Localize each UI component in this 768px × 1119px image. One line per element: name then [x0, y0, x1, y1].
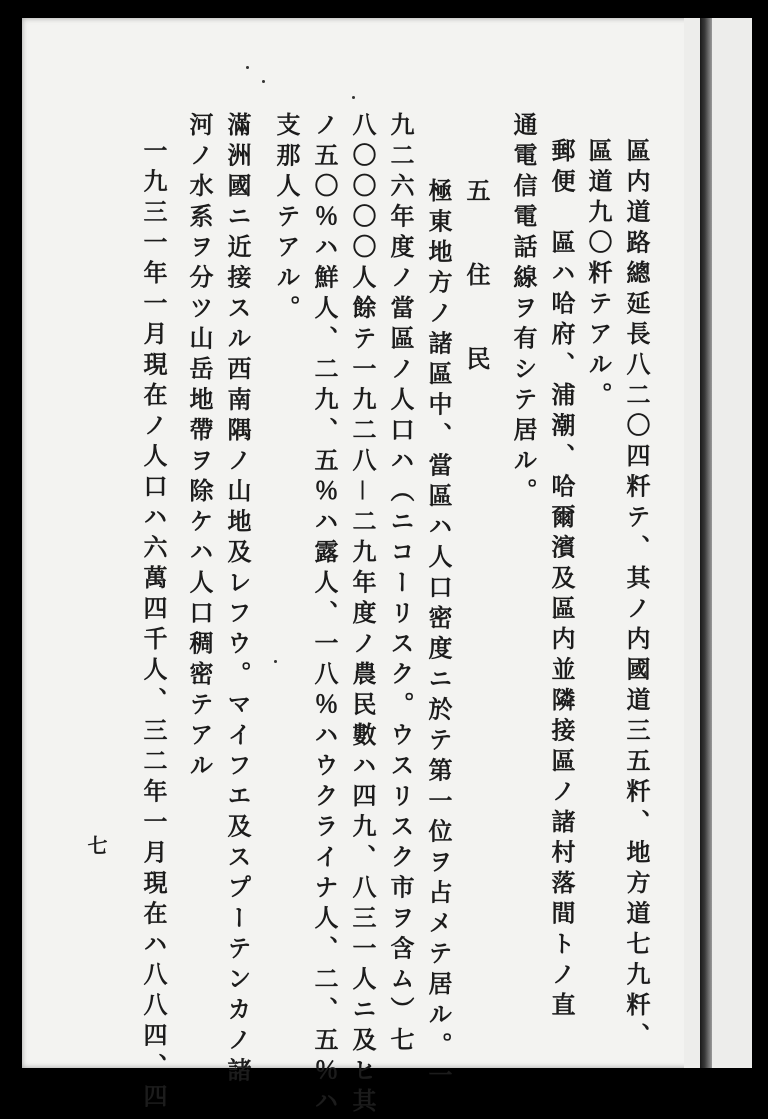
text-column-13: 一九三一年一月現在ノ人口ハ六萬四千人、三二年一月現在ハ八八四、四 [139, 138, 168, 1114]
text-column-2: 區道九〇粁テアル。 [584, 138, 613, 413]
text-column-10: 支那人テアル。 [272, 112, 301, 326]
text-column-7: 九二六年度ノ當區ノ人口ハ（ニコーリスク。ウスリスク市ヲ含ム）七 [386, 112, 415, 1058]
text-column-1: 區内道路總延長八二〇四粁テ、其ノ内國道三五粁、地方道七九粁、 [622, 138, 651, 1053]
scan-speck [246, 66, 249, 69]
text-column-11: 滿洲國ニ近接スル西南隅ノ山地及レフウ。マイフエ及スプーテンカノ諸 [223, 112, 252, 1088]
scan-speck [262, 80, 265, 83]
text-column-12: 河ノ水系ヲ分ツ山岳地帶ヲ除ケハ人口稠密テアル [185, 112, 214, 783]
binding-gutter [700, 18, 712, 1068]
adjacent-page-edge [684, 18, 752, 1068]
text-column-3: 郵便 區ハ哈府、浦潮、哈爾濱及區内並隣接區ノ諸村落間トノ直 [547, 138, 576, 1023]
section-heading: 五 住 民 [462, 178, 491, 388]
page-number: 七 [84, 835, 108, 855]
text-column-6: 極東地方ノ諸區中、當區ハ人口密度ニ於テ第一位ヲ占メテ居ル。一 [424, 178, 453, 1093]
text-column-8: 八〇〇〇〇人餘テ一九二八－二九年度ノ農民數ハ四九、八三一人ニ及ヒ其 [348, 112, 377, 1119]
scan-speck [274, 660, 277, 663]
scan-speck [352, 96, 355, 99]
text-column-4: 通電信電話線ヲ有シテ居ル。 [509, 112, 538, 509]
text-column-9: ノ五〇％ハ鮮人、二九、五％ハ露人、一八％ハウクライナ人、二、五％ハ [310, 112, 339, 1119]
